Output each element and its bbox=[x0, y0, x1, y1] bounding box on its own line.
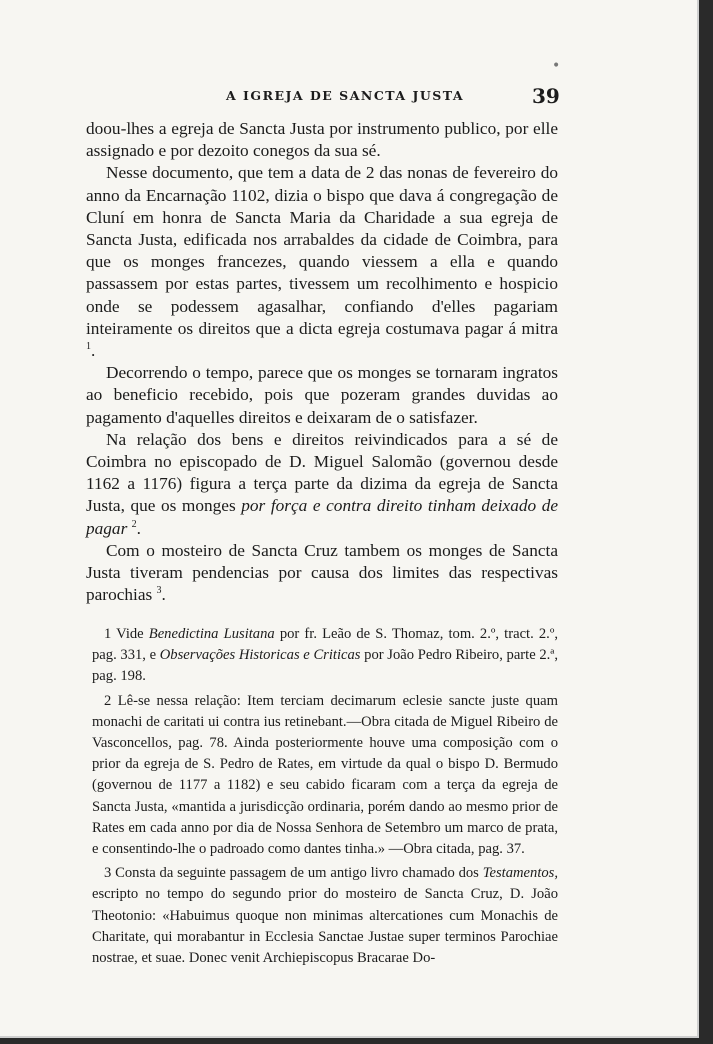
footnote-2-number: 2 bbox=[104, 692, 112, 709]
paragraph-2: Nesse documento, que tem a data de 2 das nonas de fevereiro do anno da Encarnação 1102, dizia o bispo que dava á congregação de Cluní em honra de Sancta Maria da Charidade a sua egreja de Sancta Justa, edificada nos arrabaldes da cidade de Coimbra, para que os monges francezes, quando viessem a ella e quando passassem por estas partes, tivessem um recolhimento e hospicio onde se podessem agasalhar, confiando d'elles pagariam inteiramente os direitos que a dicta egreja costumava pagar á mitra $^1$. bbox=[86, 163, 558, 361]
paragraph-1: doou-lhes a egreja de Sancta Justa por instrumento publico, por elle assignado e por dezoito conegos da sua sé. bbox=[86, 119, 558, 161]
paragraph-2-text: Nesse documento, que tem a data de 2 das nonas de fevereiro do anno da Encarnação 1102, dizia o bispo que dava á congregação de Cluní em honra de Sancta Maria da Charidade a sua egreja de Sancta Justa, edificada nos arrabaldes da cidade de Coimbra, para que os monges francezes, quando viessem a ella e quando passassem por estas partes, tivessem um recolhimento e hospicio onde se podessem agasalhar, confiando d'elles pagariam inteiramente os direitos que a dicta egreja costumava pagar á mitra bbox=[86, 163, 558, 338]
paragraph-5: Com o mosteiro de Sancta Cruz tambem os monges de Sancta Justa tiveram pendencias por causa dos limites das respectivas parochias $^3$. bbox=[86, 540, 558, 605]
page-number: 39 bbox=[532, 84, 560, 108]
footnote-ref-3: 3 bbox=[156, 585, 162, 597]
footnote-2-text: Lê-se nessa relação: Item terciam decimarum eclesie sancte juste quam monachi de caritati ui contra ius retinebant.—Obra citada de Miguel Ribeiro de Vasconcellos, pag. 78. Ainda posteriormente houve uma composição com o prior da egreja de S. Pedro de Rates, em virtude da qual o bispo D. Bermudo (governou de 1177 a 1182) e seu cabido ficaram com a terça da egreja de Sancta Justa, «mantida a jurisdicção ordinaria, porém dando ao mesmo prior de Rates em cada anno por dia de Nossa Senhora de Setembro um marco de prata, e consentindo-lhe o padroado como dantes tinha.» —Obra citada, pag. 37. bbox=[92, 692, 558, 858]
footnote-ref-2: 2 bbox=[131, 518, 137, 530]
running-title: A IGREJA DE SANCTA JUSTA bbox=[226, 88, 465, 103]
footnote-3-b: Testamentos, bbox=[482, 865, 559, 882]
footnote-1-c: por fr. Leão de S. Thomaz, tom. 2.º, tract. 2.º, pag. 331, e bbox=[92, 626, 558, 664]
footnote-3-number: 3 bbox=[104, 865, 112, 882]
footnote-1-b: Benedictina Lusitana bbox=[148, 626, 275, 642]
footnote-3-c: escripto no tempo do segundo prior do mosteiro de Sancta Cruz, D. João Theotonio: «Habuimus quoque non minimas altercationes cum Monachis de Charitate, qui morabantur in Ecclesia Sanctae Justae super terminos Parochiae nostrae, et suae. Donec venit Archiepiscopus Bracarae Do- bbox=[92, 886, 558, 967]
footnote-1-e: por João Pedro Ribeiro, parte 2.ª, pag. 198. bbox=[92, 647, 558, 685]
footnote-1-d: Observações Historicas e Criticas bbox=[159, 647, 361, 664]
footnote-3-a: Consta da seguinte passagem de um antigo livro chamado dos bbox=[115, 865, 479, 882]
paragraph-5-text: Com o mosteiro de Sancta Cruz tambem os monges de Sancta Justa tiveram pendencias por causa dos limites das respectivas parochias bbox=[86, 540, 558, 605]
footnote-ref-1: 1 bbox=[86, 341, 91, 353]
footnote-1-a: Vide bbox=[116, 626, 144, 642]
footnote-1 bbox=[92, 624, 558, 688]
paragraph-4-italic: por força e contra direito tinham deixado de pagar bbox=[86, 496, 558, 538]
paragraph-4: Na relação dos bens e direitos reivindicados para a sé de Coimbra no episcopado de D. Miguel Salomão (governou desde 1162 a 1176) figura a terça parte da dizima da egreja de Sancta Justa, que os monges por força e contra direito tinham deixado de pagar $^2$. bbox=[86, 429, 558, 538]
paragraph-3: Decorrendo o tempo, parece que os monges se tornaram ingratos ao beneficio recebido, pois que pozeram grandes duvidas ao pagamento d'aquelles direitos e deixaram de o satisfazer. bbox=[86, 363, 558, 427]
ink-dot: • bbox=[552, 58, 561, 74]
footnote-1-number: 1 bbox=[104, 626, 112, 642]
footnote-3 bbox=[92, 863, 558, 969]
paragraph-4-text: Na relação dos bens e direitos reivindicados para a sé de Coimbra no episcopado de D. Miguel Salomão (governou desde 1162 a 1176) figura a terça parte da dizima da egreja de Sancta Justa, que os monges bbox=[86, 429, 558, 516]
main-text bbox=[86, 118, 558, 606]
footnote-2 bbox=[92, 691, 558, 861]
footnotes bbox=[92, 624, 558, 972]
